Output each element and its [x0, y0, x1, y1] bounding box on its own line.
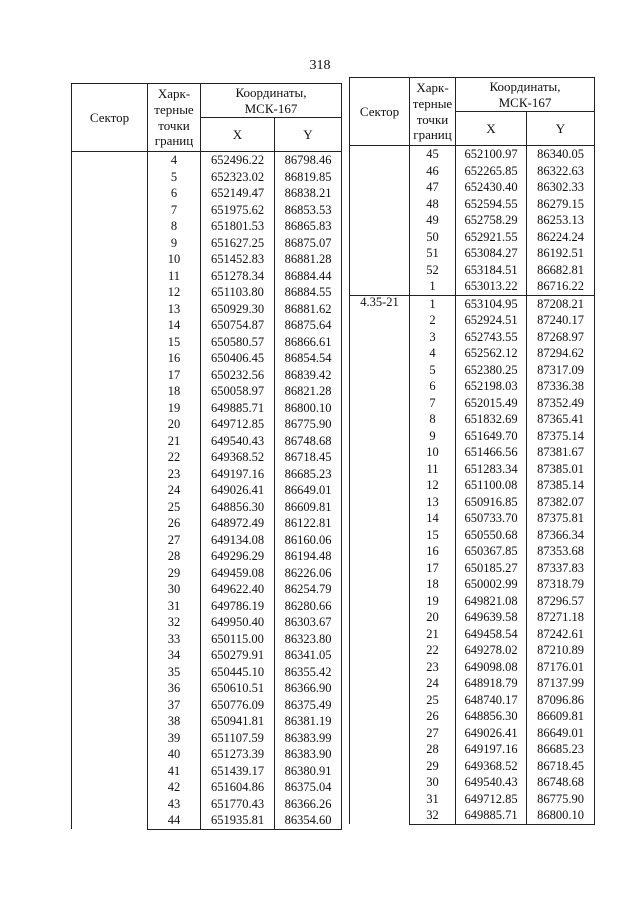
- y-cell: 86748.68: [527, 774, 595, 791]
- x-cell: 650115.00: [201, 631, 275, 648]
- point-cell: 11: [148, 268, 201, 285]
- x-cell: 649296.29: [201, 548, 275, 565]
- y-cell: 86649.01: [275, 482, 342, 499]
- coordinates-table-left: [71, 83, 342, 830]
- y-cell: 86160.06: [275, 532, 342, 549]
- header-points: Харк- терные точки границ: [410, 78, 456, 146]
- x-cell: 648740.17: [456, 692, 527, 709]
- y-cell: 86609.81: [275, 499, 342, 516]
- point-cell: 49: [410, 212, 456, 229]
- y-cell: 86685.23: [527, 741, 595, 758]
- x-cell: 651604.86: [201, 779, 275, 796]
- x-cell: 652265.85: [456, 163, 527, 180]
- header-points: Харк- терные точки границ: [148, 84, 201, 152]
- point-cell: 32: [148, 614, 201, 631]
- y-cell: 86798.46: [275, 152, 342, 169]
- point-cell: 26: [410, 708, 456, 725]
- x-cell: 652743.55: [456, 329, 527, 346]
- table-row: [350, 146, 595, 163]
- point-cell: 4: [410, 345, 456, 362]
- point-cell: 43: [148, 796, 201, 813]
- point-cell: 44: [148, 812, 201, 829]
- x-cell: 651801.53: [201, 218, 275, 235]
- x-cell: 651100.08: [456, 477, 527, 494]
- point-cell: 48: [410, 196, 456, 213]
- y-cell: 86875.07: [275, 235, 342, 252]
- sector-cell: [72, 152, 148, 830]
- y-cell: 86122.81: [275, 515, 342, 532]
- x-cell: 649885.71: [201, 400, 275, 417]
- y-cell: 86881.28: [275, 251, 342, 268]
- point-cell: 33: [148, 631, 201, 648]
- header-x: X: [456, 112, 527, 146]
- y-cell: 86322.63: [527, 163, 595, 180]
- point-cell: 18: [410, 576, 456, 593]
- x-cell: 649712.85: [456, 791, 527, 808]
- x-cell: 650941.81: [201, 713, 275, 730]
- x-cell: 651107.59: [201, 730, 275, 747]
- y-cell: 86279.15: [527, 196, 595, 213]
- y-cell: 86682.81: [527, 262, 595, 279]
- y-cell: 86254.79: [275, 581, 342, 598]
- point-cell: 30: [410, 774, 456, 791]
- x-cell: 650406.45: [201, 350, 275, 367]
- point-cell: 36: [148, 680, 201, 697]
- y-cell: 87352.49: [527, 395, 595, 412]
- y-cell: 87375.81: [527, 510, 595, 527]
- point-cell: 30: [148, 581, 201, 598]
- x-cell: 650445.10: [201, 664, 275, 681]
- point-cell: 6: [148, 185, 201, 202]
- x-cell: 651466.56: [456, 444, 527, 461]
- point-cell: 25: [410, 692, 456, 709]
- point-cell: 34: [148, 647, 201, 664]
- y-cell: 86341.05: [275, 647, 342, 664]
- y-cell: 86302.33: [527, 179, 595, 196]
- point-cell: 42: [148, 779, 201, 796]
- y-cell: 86748.68: [275, 433, 342, 450]
- x-cell: 649786.19: [201, 598, 275, 615]
- x-cell: 651283.34: [456, 461, 527, 478]
- point-cell: 13: [148, 301, 201, 318]
- point-cell: 8: [148, 218, 201, 235]
- point-cell: 32: [410, 807, 456, 824]
- x-cell: 652198.03: [456, 378, 527, 395]
- point-cell: 26: [148, 515, 201, 532]
- point-cell: 38: [148, 713, 201, 730]
- x-cell: 650929.30: [201, 301, 275, 318]
- x-cell: 652562.12: [456, 345, 527, 362]
- x-cell: 648918.79: [456, 675, 527, 692]
- point-cell: 23: [410, 659, 456, 676]
- point-cell: 35: [148, 664, 201, 681]
- point-cell: 20: [410, 609, 456, 626]
- y-cell: 86375.04: [275, 779, 342, 796]
- y-cell: 86383.99: [275, 730, 342, 747]
- x-cell: 652496.22: [201, 152, 275, 169]
- y-cell: 86839.42: [275, 367, 342, 384]
- y-cell: 86366.26: [275, 796, 342, 813]
- point-cell: 6: [410, 378, 456, 395]
- y-cell: 87353.68: [527, 543, 595, 560]
- x-cell: 649885.71: [456, 807, 527, 824]
- point-cell: 19: [148, 400, 201, 417]
- point-cell: 24: [148, 482, 201, 499]
- point-cell: 18: [148, 383, 201, 400]
- x-cell: 651627.25: [201, 235, 275, 252]
- point-cell: 11: [410, 461, 456, 478]
- y-cell: 86383.90: [275, 746, 342, 763]
- point-cell: 15: [410, 527, 456, 544]
- point-cell: 21: [410, 626, 456, 643]
- point-cell: 1: [410, 295, 456, 312]
- header-y: Y: [527, 112, 595, 146]
- x-cell: 649134.08: [201, 532, 275, 549]
- x-cell: 652430.40: [456, 179, 527, 196]
- y-cell: 86866.61: [275, 334, 342, 351]
- y-cell: 86718.45: [527, 758, 595, 775]
- x-cell: 652758.29: [456, 212, 527, 229]
- y-cell: 86226.06: [275, 565, 342, 582]
- x-cell: 648856.30: [201, 499, 275, 516]
- point-cell: 46: [410, 163, 456, 180]
- table-row: [350, 295, 595, 312]
- x-cell: 649950.40: [201, 614, 275, 631]
- y-cell: 86340.05: [527, 146, 595, 163]
- x-cell: 651439.17: [201, 763, 275, 780]
- x-cell: 650610.51: [201, 680, 275, 697]
- point-cell: 8: [410, 411, 456, 428]
- y-cell: 86865.83: [275, 218, 342, 235]
- y-cell: 86819.85: [275, 169, 342, 186]
- point-cell: 5: [410, 362, 456, 379]
- y-cell: 86884.44: [275, 268, 342, 285]
- x-cell: 651975.62: [201, 202, 275, 219]
- x-cell: 651770.43: [201, 796, 275, 813]
- y-cell: 86192.51: [527, 245, 595, 262]
- point-cell: 50: [410, 229, 456, 246]
- x-cell: 650550.68: [456, 527, 527, 544]
- point-cell: 52: [410, 262, 456, 279]
- x-cell: 650232.56: [201, 367, 275, 384]
- y-cell: 86354.60: [275, 812, 342, 829]
- x-cell: 652323.02: [201, 169, 275, 186]
- point-cell: 27: [148, 532, 201, 549]
- x-cell: 652380.25: [456, 362, 527, 379]
- x-cell: 649098.08: [456, 659, 527, 676]
- y-cell: 87317.09: [527, 362, 595, 379]
- point-cell: 13: [410, 494, 456, 511]
- x-cell: 649368.52: [201, 449, 275, 466]
- y-cell: 86609.81: [527, 708, 595, 725]
- y-cell: 87294.62: [527, 345, 595, 362]
- y-cell: 87296.57: [527, 593, 595, 610]
- x-cell: 651832.69: [456, 411, 527, 428]
- point-cell: 20: [148, 416, 201, 433]
- point-cell: 41: [148, 763, 201, 780]
- x-cell: 653084.27: [456, 245, 527, 262]
- x-cell: 649540.43: [456, 774, 527, 791]
- x-cell: 651935.81: [201, 812, 275, 829]
- header-x: X: [201, 118, 275, 152]
- x-cell: 650002.99: [456, 576, 527, 593]
- point-cell: 28: [410, 741, 456, 758]
- point-cell: 31: [410, 791, 456, 808]
- point-cell: 51: [410, 245, 456, 262]
- y-cell: 87385.01: [527, 461, 595, 478]
- y-cell: 87271.18: [527, 609, 595, 626]
- point-cell: 37: [148, 697, 201, 714]
- x-cell: 650776.09: [201, 697, 275, 714]
- x-cell: 649712.85: [201, 416, 275, 433]
- sector-cell: [350, 146, 410, 296]
- x-cell: 650580.57: [201, 334, 275, 351]
- point-cell: 19: [410, 593, 456, 610]
- point-cell: 10: [148, 251, 201, 268]
- x-cell: 650916.85: [456, 494, 527, 511]
- point-cell: 17: [148, 367, 201, 384]
- y-cell: 86821.28: [275, 383, 342, 400]
- header-sector: Сектор: [350, 78, 410, 146]
- y-cell: 86375.49: [275, 697, 342, 714]
- x-cell: 649540.43: [201, 433, 275, 450]
- table-row: [72, 152, 342, 169]
- sector-cell: 4.35-21: [350, 295, 410, 824]
- y-cell: 86800.10: [275, 400, 342, 417]
- y-cell: 86224.24: [527, 229, 595, 246]
- y-cell: 86838.21: [275, 185, 342, 202]
- y-cell: 87137.99: [527, 675, 595, 692]
- y-cell: 86381.19: [275, 713, 342, 730]
- point-cell: 16: [148, 350, 201, 367]
- point-cell: 9: [410, 428, 456, 445]
- y-cell: 86875.64: [275, 317, 342, 334]
- y-cell: 87210.89: [527, 642, 595, 659]
- y-cell: 86194.48: [275, 548, 342, 565]
- x-cell: 649197.16: [456, 741, 527, 758]
- x-cell: 652594.55: [456, 196, 527, 213]
- point-cell: 7: [410, 395, 456, 412]
- y-cell: 86800.10: [527, 807, 595, 824]
- point-cell: 9: [148, 235, 201, 252]
- point-cell: 31: [148, 598, 201, 615]
- y-cell: 87268.97: [527, 329, 595, 346]
- header-coordinates: Координаты, МСК-167: [456, 78, 595, 112]
- y-cell: 87318.79: [527, 576, 595, 593]
- point-cell: 21: [148, 433, 201, 450]
- point-cell: 29: [410, 758, 456, 775]
- point-cell: 17: [410, 560, 456, 577]
- x-cell: 651278.34: [201, 268, 275, 285]
- point-cell: 2: [410, 312, 456, 329]
- y-cell: 86303.67: [275, 614, 342, 631]
- y-cell: 86280.66: [275, 598, 342, 615]
- point-cell: 5: [148, 169, 201, 186]
- point-cell: 23: [148, 466, 201, 483]
- x-cell: 651273.39: [201, 746, 275, 763]
- point-cell: 12: [410, 477, 456, 494]
- y-cell: 87242.61: [527, 626, 595, 643]
- x-cell: 649197.16: [201, 466, 275, 483]
- y-cell: 86323.80: [275, 631, 342, 648]
- x-cell: 649026.41: [201, 482, 275, 499]
- table-body-right: [350, 146, 595, 825]
- point-cell: 1: [410, 278, 456, 295]
- header-sector: Сектор: [72, 84, 148, 152]
- y-cell: 86649.01: [527, 725, 595, 742]
- x-cell: 650733.70: [456, 510, 527, 527]
- point-cell: 22: [148, 449, 201, 466]
- point-cell: 4: [148, 152, 201, 169]
- y-cell: 87366.34: [527, 527, 595, 544]
- y-cell: 86685.23: [275, 466, 342, 483]
- x-cell: 649458.54: [456, 626, 527, 643]
- x-cell: 649622.40: [201, 581, 275, 598]
- y-cell: 86716.22: [527, 278, 595, 295]
- y-cell: 87385.14: [527, 477, 595, 494]
- point-cell: 10: [410, 444, 456, 461]
- point-cell: 39: [148, 730, 201, 747]
- x-cell: 653104.95: [456, 295, 527, 312]
- y-cell: 87336.38: [527, 378, 595, 395]
- x-cell: 648856.30: [456, 708, 527, 725]
- x-cell: 652015.49: [456, 395, 527, 412]
- y-cell: 87365.41: [527, 411, 595, 428]
- y-cell: 86775.90: [527, 791, 595, 808]
- y-cell: 87208.21: [527, 295, 595, 312]
- point-cell: 25: [148, 499, 201, 516]
- x-cell: 651649.70: [456, 428, 527, 445]
- point-cell: 29: [148, 565, 201, 582]
- point-cell: 15: [148, 334, 201, 351]
- x-cell: 653184.51: [456, 262, 527, 279]
- point-cell: 14: [410, 510, 456, 527]
- point-cell: 40: [148, 746, 201, 763]
- y-cell: 86366.90: [275, 680, 342, 697]
- table-body-left: [72, 152, 342, 830]
- x-cell: 652149.47: [201, 185, 275, 202]
- x-cell: 649459.08: [201, 565, 275, 582]
- x-cell: 653013.22: [456, 278, 527, 295]
- y-cell: 87096.86: [527, 692, 595, 709]
- point-cell: 24: [410, 675, 456, 692]
- y-cell: 87375.14: [527, 428, 595, 445]
- y-cell: 87337.83: [527, 560, 595, 577]
- coordinates-table-right: [349, 77, 595, 825]
- point-cell: 28: [148, 548, 201, 565]
- x-cell: 651103.80: [201, 284, 275, 301]
- x-cell: 649368.52: [456, 758, 527, 775]
- y-cell: 86853.53: [275, 202, 342, 219]
- point-cell: 27: [410, 725, 456, 742]
- y-cell: 86881.62: [275, 301, 342, 318]
- y-cell: 86884.55: [275, 284, 342, 301]
- point-cell: 16: [410, 543, 456, 560]
- x-cell: 650279.91: [201, 647, 275, 664]
- y-cell: 87381.67: [527, 444, 595, 461]
- x-cell: 652921.55: [456, 229, 527, 246]
- y-cell: 86718.45: [275, 449, 342, 466]
- header-coordinates: Координаты, МСК-167: [201, 84, 342, 118]
- x-cell: 651452.83: [201, 251, 275, 268]
- x-cell: 650754.87: [201, 317, 275, 334]
- x-cell: 652924.51: [456, 312, 527, 329]
- y-cell: 86854.54: [275, 350, 342, 367]
- x-cell: 649026.41: [456, 725, 527, 742]
- point-cell: 45: [410, 146, 456, 163]
- y-cell: 87176.01: [527, 659, 595, 676]
- point-cell: 14: [148, 317, 201, 334]
- page-number: 318: [309, 58, 331, 73]
- x-cell: 649278.02: [456, 642, 527, 659]
- x-cell: 649639.58: [456, 609, 527, 626]
- y-cell: 86380.91: [275, 763, 342, 780]
- point-cell: 12: [148, 284, 201, 301]
- header-y: Y: [275, 118, 342, 152]
- y-cell: 86775.90: [275, 416, 342, 433]
- x-cell: 650058.97: [201, 383, 275, 400]
- y-cell: 86253.13: [527, 212, 595, 229]
- point-cell: 7: [148, 202, 201, 219]
- x-cell: 650367.85: [456, 543, 527, 560]
- x-cell: 649821.08: [456, 593, 527, 610]
- y-cell: 86355.42: [275, 664, 342, 681]
- point-cell: 22: [410, 642, 456, 659]
- point-cell: 47: [410, 179, 456, 196]
- y-cell: 87240.17: [527, 312, 595, 329]
- x-cell: 652100.97: [456, 146, 527, 163]
- x-cell: 648972.49: [201, 515, 275, 532]
- x-cell: 650185.27: [456, 560, 527, 577]
- point-cell: 3: [410, 329, 456, 346]
- y-cell: 87382.07: [527, 494, 595, 511]
